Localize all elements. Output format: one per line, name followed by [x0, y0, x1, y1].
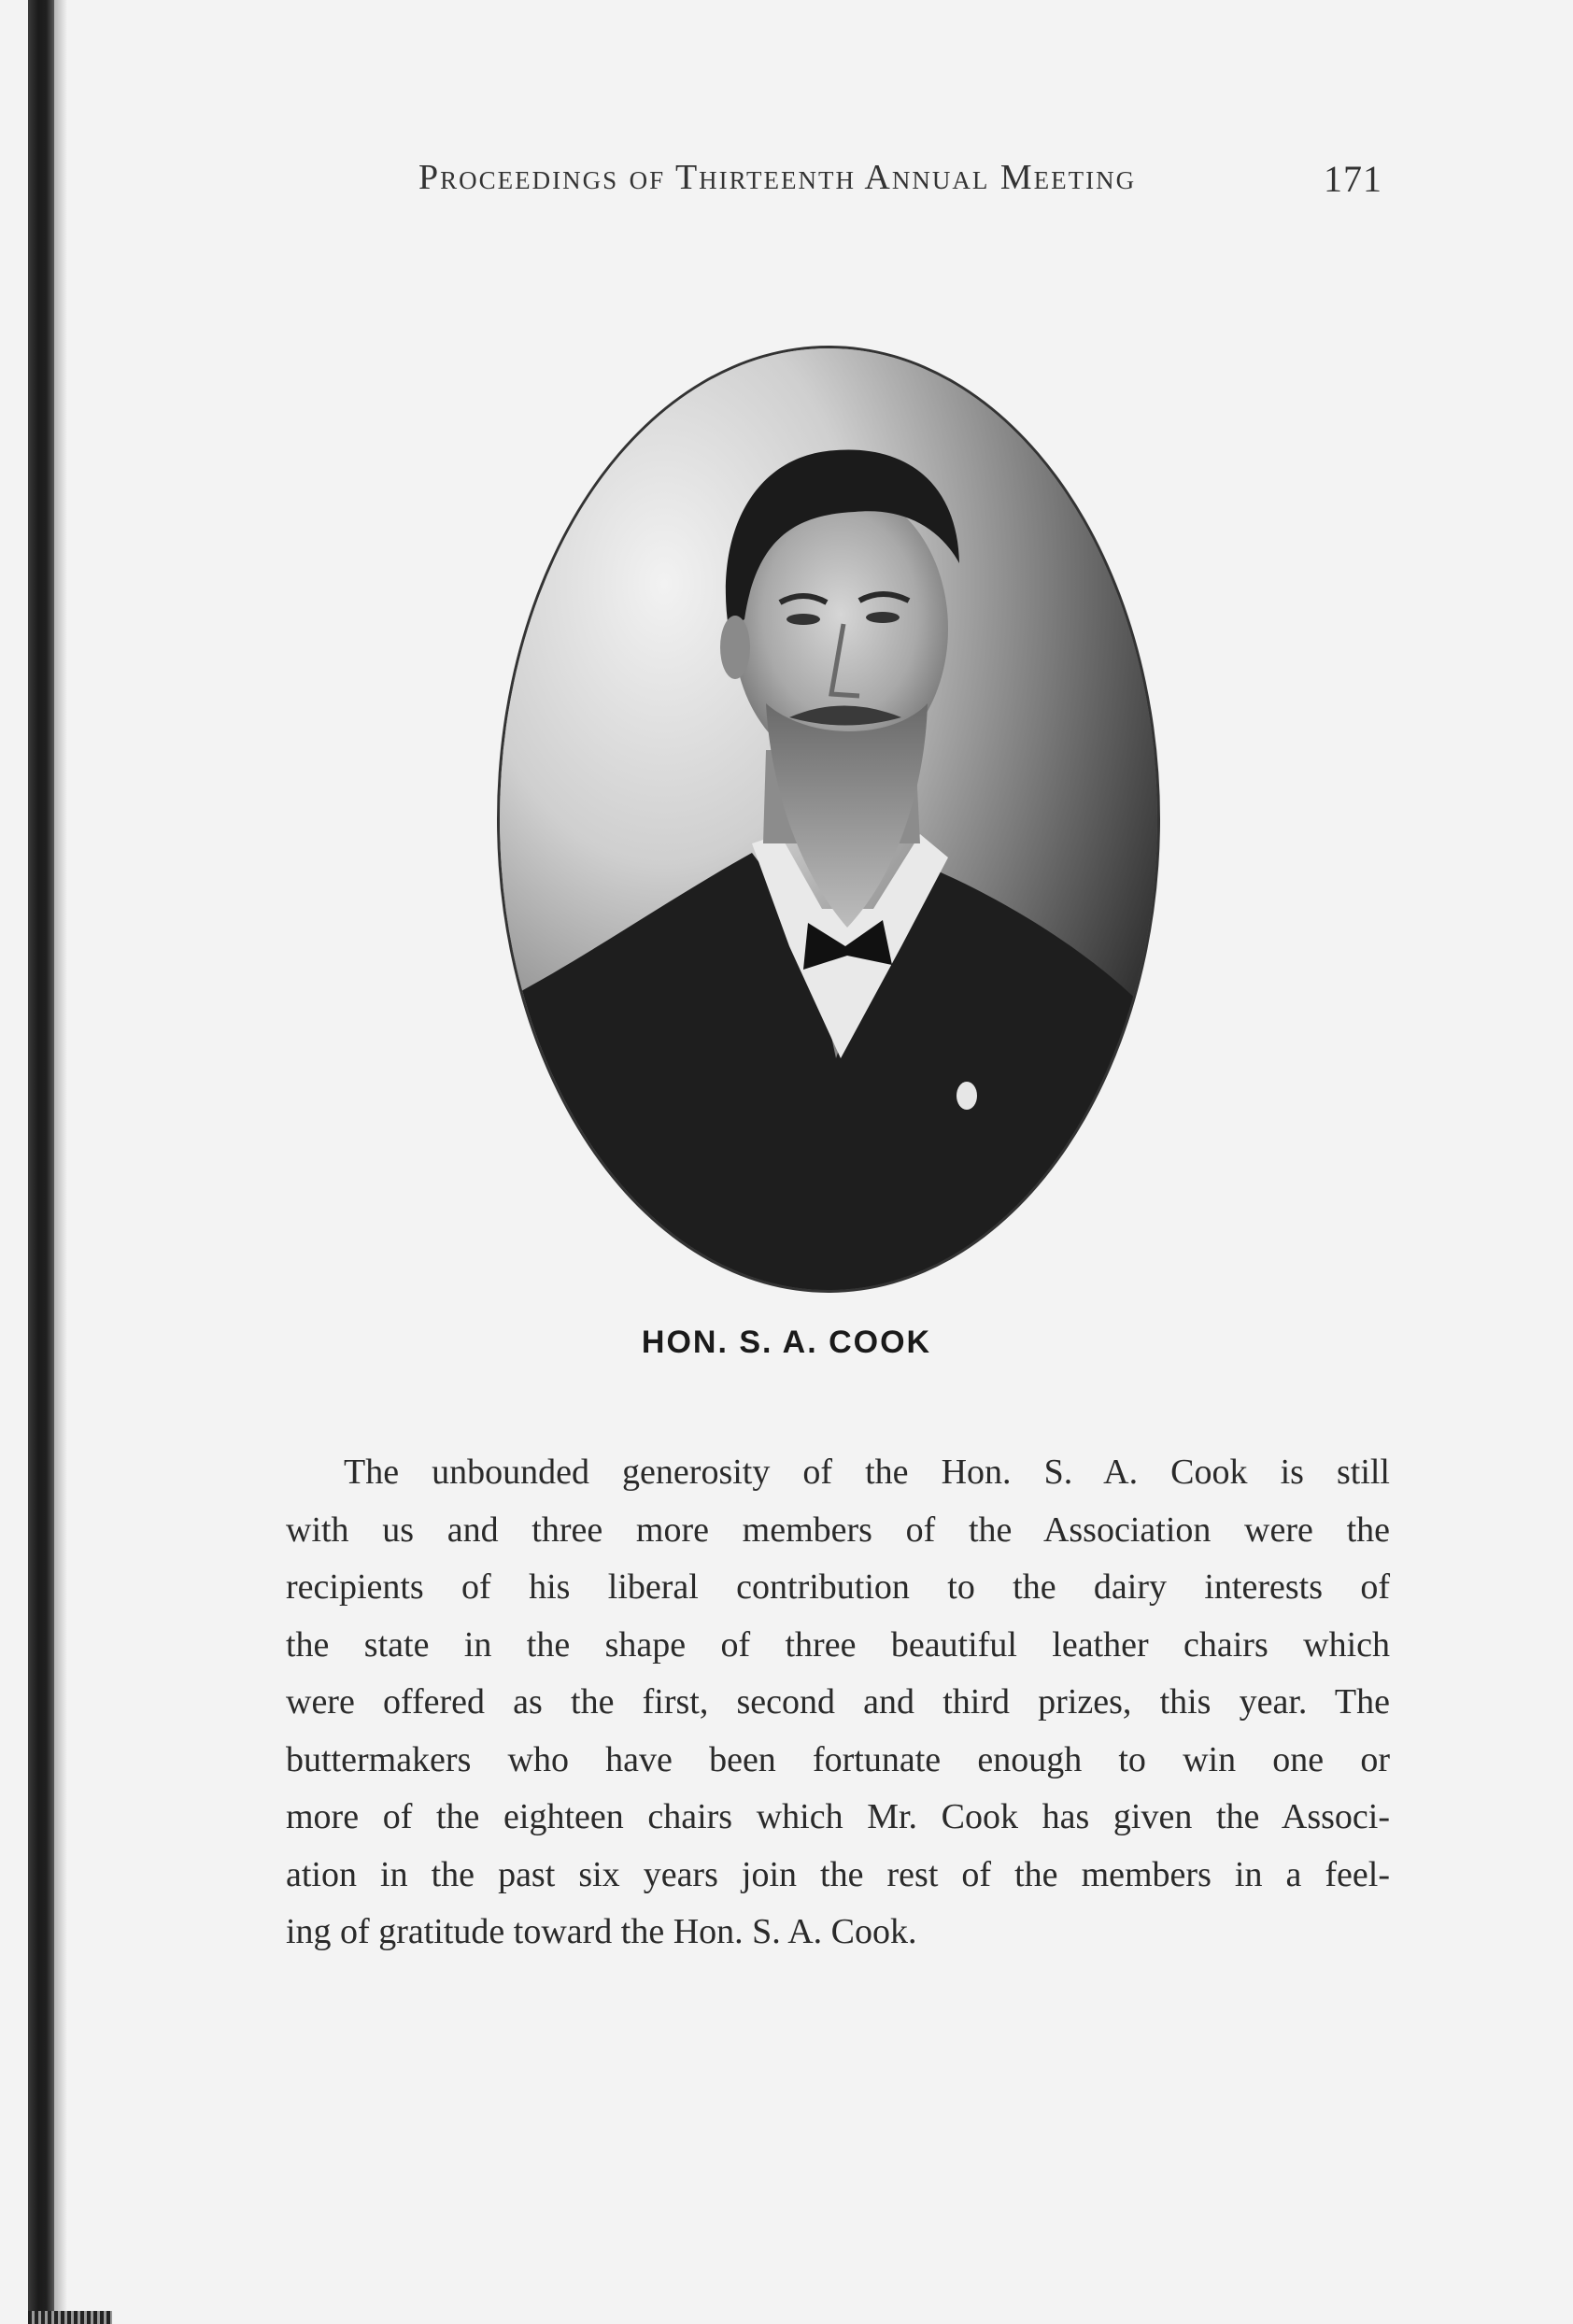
book-binding-edge [28, 0, 54, 2324]
body-line: ation in the past six years join the rest of the members in a feel- [286, 1854, 1390, 1894]
oval-portrait-photo [497, 346, 1160, 1293]
ear [720, 616, 750, 679]
body-line: ing of gratitude toward the Hon. S. A. Cook. [286, 1912, 917, 1951]
lapel-pin [957, 1082, 977, 1110]
left-eye [786, 614, 820, 625]
body-line: The unbounded generosity of the Hon. S. A. Cook is still [344, 1452, 1390, 1492]
portrait-caption: HON. S. A. COOK [641, 1325, 932, 1360]
running-title: Proceedings of Thirteenth Annual Meeting [418, 158, 1137, 197]
scan-edge-strip [28, 2311, 112, 2324]
body-paragraph [286, 1444, 1390, 1962]
body-line: were offered as the first, second and third prizes, this year. The [286, 1682, 1390, 1722]
body-line: recipients of his liberal contribution to the dairy interests of [286, 1567, 1390, 1607]
body-line: with us and three more members of the Association were the [286, 1509, 1390, 1550]
page-number: 171 [1324, 158, 1382, 200]
body-line: more of the eighteen chairs which Mr. Cook has given the Associ- [286, 1797, 1390, 1836]
running-head [418, 157, 1382, 213]
body-line: the state in the shape of three beautiful leather chairs which [286, 1624, 1390, 1665]
portrait-illustration [500, 348, 1157, 1290]
binding-shadow [54, 0, 67, 2324]
body-line: buttermakers who have been fortunate enough to win one or [286, 1739, 1390, 1779]
right-eye [866, 612, 900, 623]
